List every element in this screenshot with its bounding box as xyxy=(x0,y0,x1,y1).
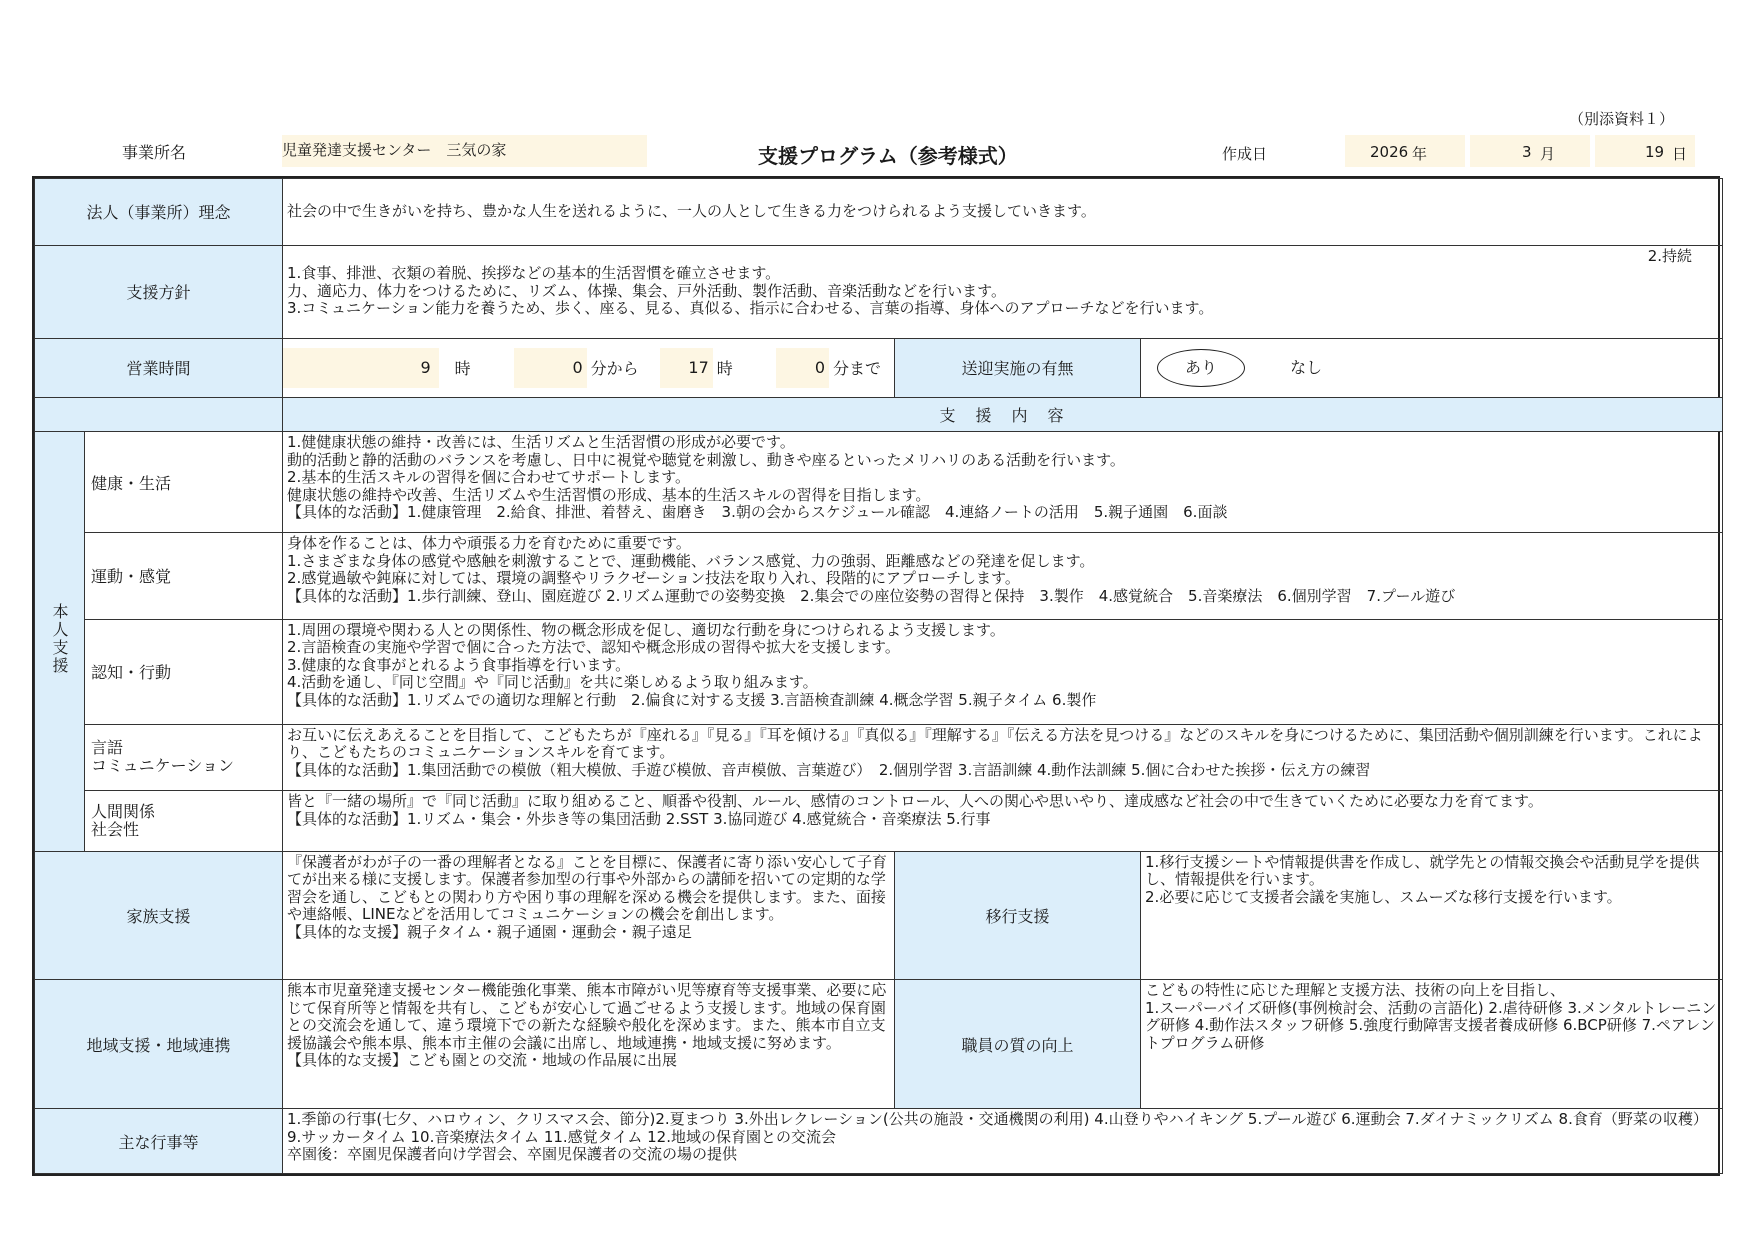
family-support-text: 『保護者がわが子の一番の理解者となる』ことを目標に、保護者に寄り添い安心して子育てが出来る様に支援します。保護者参加型の行事や外部からの講師を招いての定期的な学習会を通し、こどもとの関わり方や困り事の理解を深める機会を提供します。また、面接や連絡帳、LINEなどを活用してコミュニケーションの機会を創出します。 【具体的な支援】親子タイム・親子通園・運動会・親子遠足 xyxy=(283,851,895,980)
motor-sensory-text: 身体を作ることは、体力や頑張る力を育むために重要です。 1.さまざまな身体の感覚や感触を刺激することで、運動機能、バランス感覚、力の強弱、距離感などの発達を促します。 2.感覚過敏や鈍麻に対しては、環境の調整やリラクゼーション技法を取り入れ、段階的にアプローチします。 【具体的な活動】1.歩行訓練、登山、園庭遊び 2.リズム運動での姿勢変換 2.集会での座位姿勢の習得と保持 3.製作 4.感覚統合 5.音楽療法 6.個別学習 7.プール遊び xyxy=(283,533,1723,620)
events-text: 1.季節の行事(七夕、ハロウィン、クリスマス会、節分)2.夏まつり 3.外出レクレーション(公共の施設・交通機関の利用) 4.山登りやハイキング 5.プール遊び 6.運動会 7.ダイナミックリズム 8.食育（野菜の収穫） 9.サッカータイム 10.音楽療法タイム 11.感覚タイム 12.地域の保育園との交流会 卒園後：卒園児保護者向け学習会、卒園児保護者の交流の場の提供 xyxy=(283,1109,1723,1174)
hour-unit-1: 時 xyxy=(454,359,471,379)
language-communication-text: お互いに伝えあえることを目指して、こどもたちが『座れる』『見る』『耳を傾ける』『真似る』『理解する』『伝える方法を見つける』などのスキルを身につけるために、集団活動や個別訓練を行います。これにより、こどもたちのコミュニケーションスキルを育てます。 【具体的な活動】1.集団活動での模倣（粗大模倣、手遊び模倣、音声模倣、言葉遊び） 2.個別学習 3.言語訓練 4.動作法訓練 5.個に合わせた挨拶・伝え方の練習 xyxy=(283,724,1723,791)
end-min-value[interactable]: 0 xyxy=(776,348,829,388)
health-life-label: 健康・生活 xyxy=(85,432,283,533)
cognition-behavior-label: 認知・行動 xyxy=(85,619,283,724)
transport-options xyxy=(1141,338,1723,397)
date-label: 作成日 xyxy=(1222,145,1268,163)
cognition-behavior-text: 1.周囲の環境や関わる人との関係性、物の概念形成を促し、適切な行動を身につけられるよう支援します。 2.言語検査の実施や学習で個に合った方法で、認知や概念形成の習得や拡大を支援します。 3.健康的な食事がとれるよう食事指導を行います。 4.活動を通し、『同じ空間』や『同じ活動』を共に楽しめるよう取り組みます。 【具体的な活動】1.リズムでの適切な理解と行動 2.偏食に対する支援 3.言語検査訓練 4.概念学習 5.親子タイム 6.製作 xyxy=(283,619,1723,724)
transition-support-text: 1.移行支援シートや情報提供書を作成し、就学先との情報交換会や活動見学を提供し、情報提供を行います。 2.必要に応じて支援者会議を実施し、スムーズな移行支援を行います。 xyxy=(1141,851,1723,980)
philosophy-text: 社会の中で生きがいを持ち、豊かな人生を送れるように、一人の人として生きる力をつけられるよう支援していきます。 xyxy=(283,179,1723,246)
health-life-text: 1.健健康状態の維持・改善には、生活リズムと生活習慣の形成が必要です。 動的活動と静的活動のバランスを考慮し、日中に視覚や聴覚を刺激し、動きや座るといったメリハリのある活動を行います。 2.基本的生活スキルの習得を個に合わせてサポートします。 健康状態の維持や改善、生活リズムや生活習慣の形成、基本的生活スキルの習得を目指します。 【具体的な活動】1.健康管理 2.給食、排泄、着替え、歯磨き 3.朝の会からスケジュール確認 4.連絡ノートの活用 5.親子通園 6.面談 xyxy=(283,432,1723,533)
hours-label: 営業時間 xyxy=(35,338,283,397)
policy-label: 支援方針 xyxy=(35,245,283,338)
year-value: 2026 xyxy=(1370,143,1409,161)
family-support-label: 家族支援 xyxy=(35,851,283,980)
year-unit: 年 xyxy=(1412,145,1428,163)
annex-label: （別添資料１） xyxy=(1568,110,1674,128)
start-min-value[interactable]: 0 xyxy=(514,348,587,388)
policy-cell xyxy=(283,245,1723,338)
start-hour-value[interactable]: 9 xyxy=(283,348,439,388)
support-program-table xyxy=(32,176,1720,1176)
policy-text: 1.食事、排泄、衣類の着脱、挨拶などの基本的生活習慣を確立させます。 力、適応力、体力をつけるために、リズム、体操、集会、戸外活動、製作活動、音楽活動などを行います。 3.コミュニケーション能力を養うため、歩く、座る、見る、真似る、指示に合わせる、言葉の指導、身体へのアプローチなどを行います。 xyxy=(287,264,1214,317)
staff-quality-text: こどもの特性に応じた理解と支援方法、技術の向上を目指し、 1.スーパーバイズ研修(事例検討会、活動の言語化) 2.虐待研修 3.メンタルトレーニング研修 4.動作法スタッフ研修 5.強度行動障害支援者養成研修 6.BCP研修 7.ペアレントプログラム研修 xyxy=(1141,980,1723,1109)
transition-support-label: 移行支援 xyxy=(895,851,1141,980)
relationships-social-label: 人間関係 社会性 xyxy=(85,791,283,851)
language-communication-label: 言語 コミュニケーション xyxy=(85,724,283,791)
option-yes-circled[interactable]: あり xyxy=(1157,349,1245,387)
until-text: 分まで xyxy=(833,359,882,379)
office-label: 事業所名 xyxy=(122,143,187,162)
day-unit: 日 xyxy=(1672,145,1688,163)
support-header: 支 援 内 容 xyxy=(283,398,1723,432)
month-unit: 月 xyxy=(1540,145,1556,163)
philosophy-label: 法人（事業所）理念 xyxy=(35,179,283,246)
community-support-text: 熊本市児童発達支援センター機能強化事業、熊本市障がい児等療育等支援事業、必要に応じて保育所等と情報を共有し、こどもが安心して過ごせるよう支援します。地域の保育園との交流会を通して、違う環境下での新たな経験や般化を深めます。また、熊本市自立支援協議会や熊本県、熊本市主催の会議に出席し、地域連携・地域支援に努めます。 【具体的な支援】こども園との交流・地域の作品展に出展 xyxy=(283,980,895,1109)
page-title: 支援プログラム（参考様式） xyxy=(758,144,1018,168)
hours-cell xyxy=(283,338,895,397)
policy-text-right: 2.持続 xyxy=(1647,246,1693,265)
end-hour-value[interactable]: 17 xyxy=(660,348,713,388)
option-no[interactable]: なし xyxy=(1290,357,1323,377)
support-header-spacer xyxy=(35,398,283,432)
self-support-label xyxy=(35,432,85,851)
self-support-text: 本人支援 xyxy=(50,603,69,676)
community-support-label: 地域支援・地域連携 xyxy=(35,980,283,1109)
from-text: 分から xyxy=(590,359,639,379)
motor-sensory-label: 運動・感覚 xyxy=(85,533,283,620)
office-name-field[interactable]: 児童発達支援センター 三気の家 xyxy=(282,135,647,167)
transport-label: 送迎実施の有無 xyxy=(895,338,1141,397)
relationships-social-text: 皆と『一緒の場所』で『同じ活動』に取り組めること、順番や役割、ルール、感情のコントロール、人への関心や思いやり、達成感など社会の中で生きていくために必要な力を育てます。 【具体的な活動】1.リズム・集会・外歩き等の集団活動 2.SST 3.協同遊び 4.感覚統合・音楽療法 5.行事 xyxy=(283,791,1723,851)
hour-unit-2: 時 xyxy=(716,359,733,379)
day-value: 19 xyxy=(1645,143,1665,161)
staff-quality-label: 職員の質の向上 xyxy=(895,980,1141,1109)
month-value: 3 xyxy=(1522,143,1532,161)
events-label: 主な行事等 xyxy=(35,1109,283,1174)
